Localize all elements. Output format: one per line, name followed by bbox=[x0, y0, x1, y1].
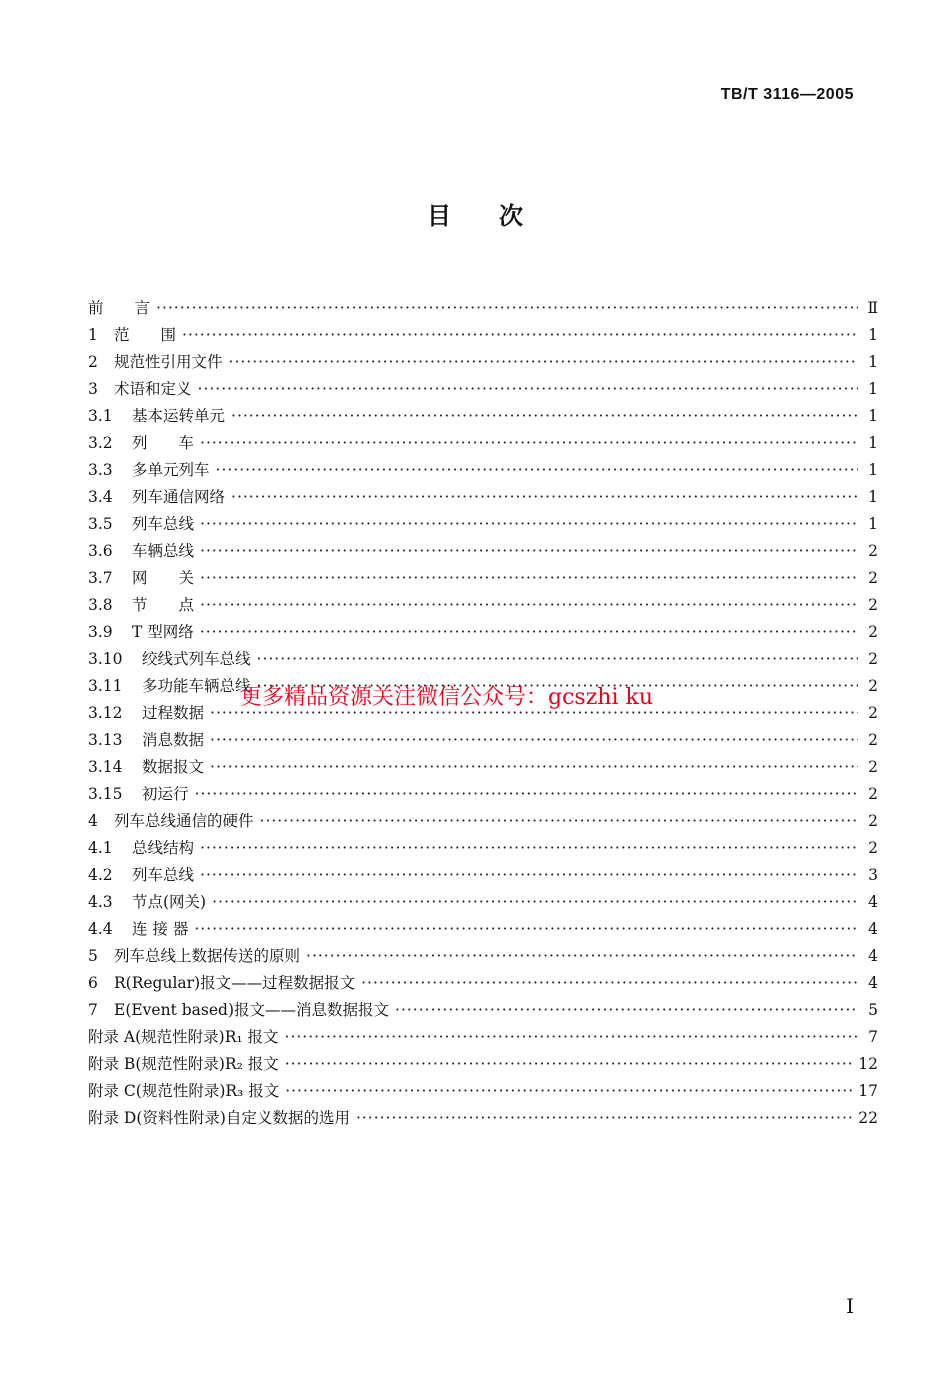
toc-leader-dots bbox=[195, 785, 858, 803]
toc-entry[interactable] bbox=[88, 755, 878, 782]
toc-entry-number: 3.12 bbox=[88, 704, 123, 722]
toc-entry[interactable] bbox=[88, 1106, 878, 1133]
toc-entry-page: 2 bbox=[868, 785, 878, 803]
toc-entry[interactable] bbox=[88, 296, 878, 323]
toc-entry-number: 7 bbox=[88, 1001, 98, 1019]
toc-entry[interactable] bbox=[88, 539, 878, 566]
toc-entry-label: 附录 C(规范性附录)R₃ 报文 bbox=[88, 1082, 280, 1100]
toc-entry-page: 2 bbox=[868, 596, 878, 614]
toc-entry-label: 附录 D(资料性附录)自定义数据的选用 bbox=[88, 1109, 350, 1127]
toc-leader-dots bbox=[229, 353, 858, 371]
toc-leader-dots bbox=[306, 947, 858, 965]
toc-leader-dots bbox=[200, 866, 858, 884]
toc-entry-label: 列车总线 bbox=[132, 866, 195, 884]
toc-entry-label: 车辆总线 bbox=[132, 542, 195, 560]
toc-entry-page: 5 bbox=[868, 1001, 878, 1019]
toc-leader-dots bbox=[200, 542, 858, 560]
page-title: 目次 bbox=[427, 201, 571, 230]
toc-entry-page: 2 bbox=[868, 812, 878, 830]
toc-entry[interactable] bbox=[88, 890, 878, 917]
toc-entry-number: 4.2 bbox=[88, 866, 113, 884]
toc-entry-label: 列车总线 bbox=[132, 515, 195, 533]
toc-entry-number: 3.4 bbox=[88, 488, 113, 506]
toc-entry-number: 1 bbox=[88, 326, 98, 344]
toc-entry-number: 4.3 bbox=[88, 893, 113, 911]
toc-entry-number: 6 bbox=[88, 974, 98, 992]
toc-entry-label: 列 车 bbox=[132, 434, 195, 452]
toc-entry-label: 网 关 bbox=[132, 569, 195, 587]
toc-entry-number: 4.1 bbox=[88, 839, 113, 857]
toc-entry-page: 4 bbox=[868, 947, 878, 965]
toc-leader-dots bbox=[231, 407, 858, 425]
toc-entry-label: 节 点 bbox=[132, 596, 195, 614]
toc-entry-number: 3.6 bbox=[88, 542, 113, 560]
toc-entry-page: 1 bbox=[868, 326, 878, 344]
toc-entry-number: 3.10 bbox=[88, 650, 123, 668]
toc-entry-label: 数据报文 bbox=[142, 758, 205, 776]
toc-leader-dots bbox=[182, 326, 858, 344]
toc-entry-number: 3.9 bbox=[88, 623, 113, 641]
toc-entry-page: 4 bbox=[868, 920, 878, 938]
toc-entry-number: 2 bbox=[88, 353, 98, 371]
toc-entry[interactable] bbox=[88, 647, 878, 674]
toc-entry-number: 3.11 bbox=[88, 677, 123, 695]
toc-entry-label: 前 言 bbox=[88, 299, 151, 317]
toc-entry[interactable] bbox=[88, 863, 878, 890]
toc-leader-dots bbox=[285, 1055, 853, 1073]
toc-entry-number: 3.15 bbox=[88, 785, 123, 803]
toc-leader-dots bbox=[194, 920, 858, 938]
toc-leader-dots bbox=[156, 299, 858, 317]
toc-entry-page: 1 bbox=[868, 461, 878, 479]
toc-entry[interactable] bbox=[88, 377, 878, 404]
toc-entry-label: 附录 A(规范性附录)R₁ 报文 bbox=[88, 1028, 279, 1046]
toc-entry-number: 3.7 bbox=[88, 569, 113, 587]
toc-entry-label: 总线结构 bbox=[132, 839, 195, 857]
toc-entry-page: 4 bbox=[868, 893, 878, 911]
toc-entry-page: 7 bbox=[868, 1028, 878, 1046]
toc-entry-page: 2 bbox=[868, 569, 878, 587]
toc-entry-label: T 型网络 bbox=[132, 623, 194, 641]
toc-entry-page: 2 bbox=[868, 704, 878, 722]
toc-entry-label: E(Event based)报文——消息数据报文 bbox=[114, 1001, 390, 1019]
toc-entry-label: 节点(网关) bbox=[132, 893, 207, 911]
toc-entry-label: 连 接 器 bbox=[132, 920, 189, 938]
toc-entry-label: 初运行 bbox=[142, 785, 189, 803]
toc-entry-label: 多功能车辆总线 bbox=[142, 677, 251, 695]
toc-leader-dots bbox=[198, 380, 858, 398]
toc-entry-label: 附录 B(规范性附录)R₂ 报文 bbox=[88, 1055, 279, 1073]
toc-entry-page: 2 bbox=[868, 758, 878, 776]
toc-entry-label: R(Regular)报文——过程数据报文 bbox=[114, 974, 356, 992]
toc-entry[interactable] bbox=[88, 1025, 878, 1052]
watermark-text: 更多精品资源关注微信公众号：gcszhi ku bbox=[240, 685, 653, 710]
toc-entry-label: 术语和定义 bbox=[114, 380, 192, 398]
toc-entry-label: 列车通信网络 bbox=[132, 488, 226, 506]
toc-leader-dots bbox=[210, 758, 858, 776]
toc-entry-page: Ⅱ bbox=[867, 299, 878, 317]
toc-entry-number: 4 bbox=[88, 812, 98, 830]
toc-entry[interactable] bbox=[88, 836, 878, 863]
toc-leader-dots bbox=[285, 1028, 858, 1046]
toc-entry[interactable] bbox=[88, 728, 878, 755]
toc-entry-label: 消息数据 bbox=[142, 731, 205, 749]
toc-entry-number: 5 bbox=[88, 947, 98, 965]
page-folio: I bbox=[846, 1294, 854, 1318]
toc-entry-label: 基本运转单元 bbox=[132, 407, 226, 425]
toc-leader-dots bbox=[361, 974, 858, 992]
toc-entry-page: 1 bbox=[868, 380, 878, 398]
table-of-contents bbox=[88, 296, 878, 1133]
toc-entry-number: 3 bbox=[88, 380, 98, 398]
toc-entry-label: 过程数据 bbox=[142, 704, 205, 722]
toc-leader-dots bbox=[212, 893, 858, 911]
toc-entry-label: 列车总线通信的硬件 bbox=[114, 812, 254, 830]
toc-leader-dots bbox=[356, 1109, 852, 1127]
toc-entry-number: 3.14 bbox=[88, 758, 123, 776]
toc-entry[interactable] bbox=[88, 998, 878, 1025]
toc-leader-dots bbox=[257, 650, 858, 668]
toc-entry[interactable] bbox=[88, 566, 878, 593]
toc-entry-page: 17 bbox=[858, 1082, 878, 1100]
toc-entry-page: 12 bbox=[858, 1055, 878, 1073]
toc-entry-page: 2 bbox=[868, 623, 878, 641]
toc-entry[interactable] bbox=[88, 917, 878, 944]
toc-entry[interactable] bbox=[88, 944, 878, 971]
toc-entry-label: 规范性引用文件 bbox=[114, 353, 223, 371]
toc-leader-dots bbox=[231, 488, 858, 506]
toc-entry-number: 3.8 bbox=[88, 596, 113, 614]
standard-code: TB/T 3116—2005 bbox=[720, 86, 854, 103]
toc-leader-dots bbox=[210, 731, 858, 749]
toc-entry-number: 3.5 bbox=[88, 515, 113, 533]
toc-entry-page: 2 bbox=[868, 650, 878, 668]
toc-entry-page: 1 bbox=[868, 353, 878, 371]
toc-entry[interactable] bbox=[88, 1052, 878, 1079]
toc-entry-page: 2 bbox=[868, 677, 878, 695]
toc-leader-dots bbox=[395, 1001, 858, 1019]
toc-entry-label: 绞线式列车总线 bbox=[142, 650, 251, 668]
toc-entry-page: 22 bbox=[858, 1109, 878, 1127]
toc-entry-page: 1 bbox=[868, 515, 878, 533]
toc-entry-page: 1 bbox=[868, 434, 878, 452]
toc-leader-dots bbox=[200, 569, 858, 587]
toc-entry[interactable] bbox=[88, 485, 878, 512]
toc-leader-dots bbox=[200, 434, 858, 452]
toc-entry[interactable] bbox=[88, 620, 878, 647]
toc-entry-number: 3.1 bbox=[88, 407, 113, 425]
toc-entry-number: 4.4 bbox=[88, 920, 113, 938]
toc-leader-dots bbox=[200, 839, 858, 857]
toc-entry-page: 1 bbox=[868, 407, 878, 425]
toc-entry[interactable] bbox=[88, 971, 878, 998]
toc-leader-dots bbox=[260, 812, 858, 830]
toc-entry-page: 3 bbox=[868, 866, 878, 884]
toc-entry[interactable] bbox=[88, 404, 878, 431]
toc-entry[interactable] bbox=[88, 458, 878, 485]
toc-leader-dots bbox=[200, 623, 858, 641]
toc-entry[interactable] bbox=[88, 1079, 878, 1106]
toc-entry[interactable] bbox=[88, 809, 878, 836]
toc-leader-dots bbox=[200, 515, 858, 533]
toc-entry-number: 3.13 bbox=[88, 731, 123, 749]
toc-leader-dots bbox=[216, 461, 858, 479]
toc-entry-label: 范 围 bbox=[114, 326, 177, 344]
toc-entry-number: 3.2 bbox=[88, 434, 113, 452]
toc-entry[interactable] bbox=[88, 512, 878, 539]
toc-entry-number: 3.3 bbox=[88, 461, 113, 479]
toc-leader-dots bbox=[200, 596, 858, 614]
toc-entry-page: 1 bbox=[868, 488, 878, 506]
toc-entry-label: 多单元列车 bbox=[132, 461, 210, 479]
toc-entry[interactable] bbox=[88, 350, 878, 377]
toc-entry[interactable] bbox=[88, 323, 878, 350]
toc-entry-page: 2 bbox=[868, 839, 878, 857]
toc-entry-page: 4 bbox=[868, 974, 878, 992]
toc-leader-dots bbox=[285, 1082, 852, 1100]
toc-entry-label: 列车总线上数据传送的原则 bbox=[114, 947, 301, 965]
toc-entry-page: 2 bbox=[868, 542, 878, 560]
toc-entry-page: 2 bbox=[868, 731, 878, 749]
toc-entry[interactable] bbox=[88, 782, 878, 809]
toc-entry[interactable] bbox=[88, 431, 878, 458]
toc-entry[interactable] bbox=[88, 593, 878, 620]
